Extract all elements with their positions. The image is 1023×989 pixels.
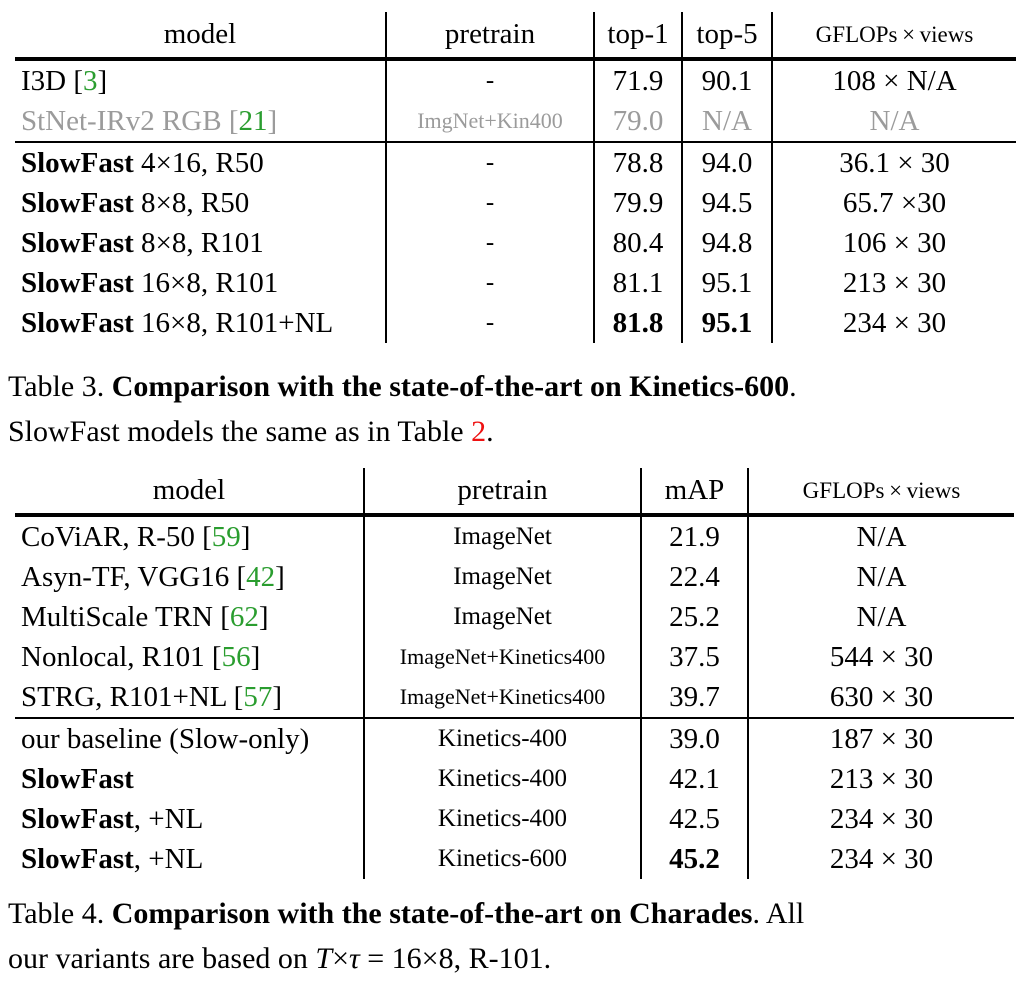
table-row	[15, 839, 1014, 879]
cell-gflops	[772, 223, 1016, 263]
text-segment: Comparison with the state-of-the-art on Kinetics-600	[111, 370, 790, 403]
text-segment: ImageNet+Kinetics400	[399, 684, 606, 709]
cell-pretrain	[386, 101, 594, 142]
column-header-top1: top-1	[594, 12, 682, 59]
column-header-gflops: GFLOPs × views	[772, 12, 1016, 59]
text-segment: 95.1	[701, 266, 753, 299]
text-segment: Kinetics-400	[437, 805, 568, 832]
text-segment: T	[315, 942, 333, 975]
text-segment: 213 × 30	[829, 762, 934, 795]
column-header-map: mAP	[641, 468, 748, 515]
text-segment: , +NL	[133, 842, 204, 875]
text-segment: 37.5	[669, 640, 720, 673]
cell-model	[15, 759, 364, 799]
cell-gflops	[772, 142, 1016, 183]
cell-model	[15, 303, 386, 343]
text-segment: 8×8, R50	[133, 186, 250, 219]
text-segment: ]	[267, 104, 278, 137]
table-row	[15, 597, 1014, 637]
text-segment: Asyn-TF, VGG16 [	[21, 560, 247, 593]
text-segment: 94.0	[701, 146, 753, 179]
column-header-pretrain: pretrain	[386, 12, 594, 59]
text-segment: 95.1	[701, 306, 753, 339]
text-segment: ImageNet	[453, 603, 552, 630]
cell-model	[15, 142, 386, 183]
text-segment: 65.7 ×30	[842, 186, 947, 219]
column-header-top5: top-5	[682, 12, 772, 59]
table-row	[15, 515, 1014, 557]
text-segment: 81.1	[612, 266, 664, 299]
cell-gflops	[748, 515, 1014, 557]
text-segment: N/A	[856, 560, 907, 593]
text-segment: Kinetics-400	[437, 725, 568, 752]
cell-model	[15, 515, 364, 557]
cell-top1	[594, 142, 682, 183]
text-segment: SlowFast	[21, 146, 134, 179]
text-segment: Table 3.	[8, 370, 112, 403]
text-segment: 16×8, R101	[133, 266, 279, 299]
cell-model	[15, 183, 386, 223]
cell-model	[15, 637, 364, 677]
cell-gflops	[772, 303, 1016, 343]
cell-gflops	[772, 263, 1016, 303]
cell-model	[15, 799, 364, 839]
text-segment: ×	[332, 942, 349, 975]
cell-gflops	[748, 799, 1014, 839]
cell-pretrain	[386, 303, 594, 343]
cell-model	[15, 718, 364, 759]
text-segment: -	[485, 309, 495, 336]
text-segment: SlowFast	[21, 762, 134, 795]
table-row	[15, 557, 1014, 597]
cell-top1	[594, 223, 682, 263]
table4-caption	[8, 891, 1018, 981]
cell-map	[641, 557, 748, 597]
text-segment: 36.1 × 30	[839, 146, 950, 179]
text-segment: ImageNet	[453, 523, 552, 550]
cell-pretrain	[364, 637, 641, 677]
cell-top1	[594, 303, 682, 343]
cell-pretrain	[386, 183, 594, 223]
text-segment: our baseline (Slow-only)	[21, 722, 310, 755]
text-segment: ImageNet	[453, 563, 552, 590]
text-segment: 94.8	[701, 226, 753, 259]
text-segment: our variants are based on	[8, 942, 316, 975]
cell-top1	[594, 263, 682, 303]
cell-model	[15, 677, 364, 718]
text-segment: Nonlocal, R101 [	[21, 640, 222, 673]
cell-pretrain	[364, 799, 641, 839]
table-row	[15, 142, 1016, 183]
text-segment: SlowFast	[21, 802, 134, 835]
cell-top1	[594, 101, 682, 142]
text-segment: ]	[250, 640, 261, 673]
text-segment: StNet-IRv2 RGB [	[21, 104, 239, 137]
table-row	[15, 759, 1014, 799]
text-segment: 79.9	[612, 186, 664, 219]
cell-model	[15, 223, 386, 263]
text-segment: 4×16, R50	[133, 146, 264, 179]
cell-gflops	[772, 183, 1016, 223]
cell-map	[641, 637, 748, 677]
cell-top5	[682, 223, 772, 263]
cell-pretrain	[364, 677, 641, 718]
cell-map	[641, 839, 748, 879]
cell-pretrain	[364, 839, 641, 879]
text-segment: Kinetics-400	[437, 765, 568, 792]
cell-map	[641, 759, 748, 799]
text-segment: 71.9	[612, 64, 664, 97]
cell-gflops	[748, 557, 1014, 597]
text-segment: 45.2	[669, 842, 720, 875]
text-segment: .	[789, 370, 797, 403]
text-segment: .	[486, 415, 494, 448]
cell-gflops	[772, 101, 1016, 142]
text-segment: 8×8, R101	[133, 226, 264, 259]
cell-top5	[682, 142, 772, 183]
caption-line	[8, 936, 1018, 981]
text-segment: 80.4	[612, 226, 664, 259]
text-segment: 21.9	[669, 520, 720, 553]
text-segment: 106 × 30	[842, 226, 947, 259]
table-header	[15, 12, 1016, 59]
text-segment: SlowFast	[21, 842, 134, 875]
cell-top5	[682, 183, 772, 223]
cell-gflops	[748, 637, 1014, 677]
text-segment: 90.1	[701, 64, 753, 97]
cell-gflops	[748, 839, 1014, 879]
cell-pretrain	[386, 142, 594, 183]
text-segment: -	[485, 149, 495, 176]
charades-table	[15, 468, 1014, 879]
text-segment: τ	[349, 942, 360, 975]
cell-pretrain	[364, 759, 641, 799]
text-segment: ImgNet+Kin400	[417, 108, 563, 133]
cell-pretrain	[364, 718, 641, 759]
table3-caption	[8, 364, 1018, 454]
text-segment: 16×8, R101+NL	[133, 306, 334, 339]
text-segment: SlowFast	[21, 226, 134, 259]
text-segment: 39.7	[669, 680, 720, 713]
text-segment: N/A	[856, 520, 907, 553]
text-segment: N/A	[856, 600, 907, 633]
cell-map	[641, 799, 748, 839]
cell-gflops	[748, 677, 1014, 718]
cell-gflops	[748, 718, 1014, 759]
table-row	[15, 677, 1014, 718]
text-segment: 544 × 30	[829, 640, 934, 673]
text-segment: 39.0	[669, 722, 720, 755]
cell-pretrain	[364, 597, 641, 637]
cell-model	[15, 557, 364, 597]
citation-link[interactable]: 21	[238, 104, 268, 137]
table-ref-link[interactable]: 2	[471, 415, 487, 448]
text-segment: 22.4	[669, 560, 720, 593]
text-segment: 234 × 30	[842, 306, 947, 339]
citation-link[interactable]: 62	[229, 600, 259, 633]
table-row	[15, 303, 1016, 343]
text-segment: ]	[272, 680, 282, 713]
text-segment: CoViAR, R-50 [	[21, 520, 212, 553]
table-row	[15, 799, 1014, 839]
text-segment: SlowFast	[21, 266, 134, 299]
text-segment: 187 × 30	[829, 722, 934, 755]
cell-model	[15, 101, 386, 142]
cell-model	[15, 597, 364, 637]
cell-pretrain	[364, 515, 641, 557]
table-row	[15, 718, 1014, 759]
text-segment: ]	[97, 64, 108, 97]
text-segment: -	[485, 269, 495, 296]
table-row	[15, 183, 1016, 223]
table-row	[15, 101, 1016, 142]
text-segment: 42.5	[669, 802, 720, 835]
kinetics600-table	[15, 12, 1016, 343]
text-segment: 81.8	[612, 306, 664, 339]
cell-map	[641, 597, 748, 637]
table-row	[15, 223, 1016, 263]
text-segment: Kinetics-600	[437, 845, 568, 872]
text-segment: ImageNet+Kinetics400	[399, 644, 606, 669]
text-segment: SlowFast	[21, 186, 134, 219]
citation-link[interactable]: 57	[243, 680, 273, 713]
cell-model	[15, 263, 386, 303]
text-segment: STRG, R101+NL [	[21, 680, 244, 713]
text-segment: 234 × 30	[829, 842, 934, 875]
text-segment: SlowFast	[21, 306, 134, 339]
cell-pretrain	[386, 59, 594, 101]
caption-line	[8, 891, 1018, 936]
cell-map	[641, 718, 748, 759]
cell-map	[641, 677, 748, 718]
text-segment: 108 × N/A	[832, 64, 957, 97]
cell-top1	[594, 183, 682, 223]
cell-top5	[682, 101, 772, 142]
text-segment: ]	[275, 560, 285, 593]
caption-line	[8, 364, 1018, 409]
text-segment: ]	[258, 600, 269, 633]
table-header	[15, 468, 1014, 515]
text-segment: 94.5	[701, 186, 753, 219]
text-segment: SlowFast models the same as in Table	[8, 415, 472, 448]
text-segment: , +NL	[133, 802, 204, 835]
text-segment: N/A	[702, 104, 752, 137]
cell-pretrain	[386, 223, 594, 263]
cell-model	[15, 59, 386, 101]
cell-model	[15, 839, 364, 879]
text-segment: ]	[240, 520, 251, 553]
caption-line	[8, 409, 1018, 454]
text-segment: = 16×8, R-101.	[359, 942, 552, 975]
column-header-model: model	[15, 468, 364, 515]
text-segment: N/A	[869, 104, 920, 137]
cell-top5	[682, 303, 772, 343]
table-row	[15, 263, 1016, 303]
cell-top5	[682, 263, 772, 303]
citation-link[interactable]: 59	[211, 520, 241, 553]
cell-gflops	[748, 759, 1014, 799]
citation-link[interactable]: 3	[83, 64, 98, 97]
cell-map	[641, 515, 748, 557]
text-segment: 25.2	[669, 600, 720, 633]
text-segment: -	[485, 189, 495, 216]
table-row	[15, 59, 1016, 101]
citation-link[interactable]: 42	[246, 560, 276, 593]
column-header-gflops: GFLOPs × views	[748, 468, 1014, 515]
cell-top1	[594, 59, 682, 101]
text-segment: I3D [	[21, 64, 84, 97]
column-header-pretrain: pretrain	[364, 468, 641, 515]
column-header-model: model	[15, 12, 386, 59]
text-segment: Table 4.	[8, 897, 112, 930]
text-segment: . All	[752, 897, 805, 930]
cell-pretrain	[386, 263, 594, 303]
citation-link[interactable]: 56	[221, 640, 251, 673]
text-segment: 630 × 30	[829, 680, 934, 713]
text-segment: 79.0	[612, 104, 664, 137]
text-segment: 78.8	[612, 146, 664, 179]
text-segment: -	[485, 229, 495, 256]
text-segment: 234 × 30	[829, 802, 934, 835]
text-segment: MultiScale TRN [	[21, 600, 230, 633]
cell-top5	[682, 59, 772, 101]
table-row	[15, 637, 1014, 677]
cell-gflops	[772, 59, 1016, 101]
text-segment: 213 × 30	[842, 266, 947, 299]
cell-pretrain	[364, 557, 641, 597]
text-segment: -	[485, 67, 495, 94]
text-segment: Comparison with the state-of-the-art on Charades	[111, 897, 753, 930]
text-segment: 42.1	[669, 762, 720, 795]
cell-gflops	[748, 597, 1014, 637]
